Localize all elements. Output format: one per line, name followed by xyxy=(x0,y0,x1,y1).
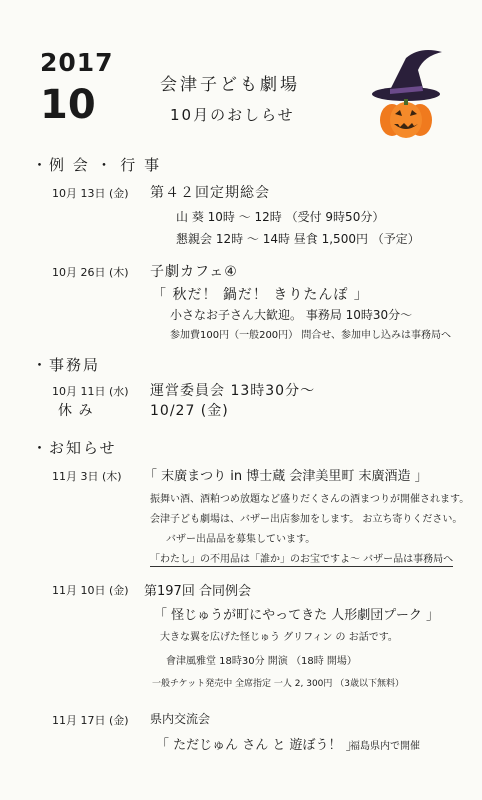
notice-detail: 振舞い酒、酒粕つめ放題など盛りだくさんの酒まつりが開催されます。 xyxy=(150,494,470,505)
holiday-label: 休 み xyxy=(58,403,94,419)
year: 2017 xyxy=(40,48,114,77)
halloween-illustration xyxy=(362,44,452,140)
notice-detail: 會津風雅堂 18時30分 開演 （18時 開場） xyxy=(166,656,357,667)
notice-title: 県内交流会 xyxy=(150,712,211,726)
notice-detail: 会津子ども劇場は、バザー出店参加をします。 お立ち寄りください。 xyxy=(150,514,463,525)
event-detail: 山 葵 10時 ～ 12時 （受付 9時50分） xyxy=(176,210,385,224)
notice-date: 11月 17日 (金) xyxy=(52,714,129,727)
page-title: 会津子ども劇場 xyxy=(160,75,300,95)
month: 10 xyxy=(40,82,96,128)
pumpkin-icon xyxy=(380,99,432,138)
witch-hat-icon xyxy=(372,50,442,101)
notice-date: 11月 3日 (木) xyxy=(52,470,122,483)
event-date: 10月 26日 (木) xyxy=(52,266,129,279)
holiday-date: 10/27 (金) xyxy=(150,403,229,419)
notice-detail: 福島県内で開催 xyxy=(350,741,420,752)
section-heading-notices: ・お知らせ xyxy=(32,439,117,457)
section-heading-events: ・例 会 ・ 行 事 xyxy=(32,156,162,174)
event-detail: 懇親会 12時 ～ 14時 昼食 1,500円 （予定） xyxy=(176,232,420,246)
notice-detail: バザー出品品を募集しています。 xyxy=(166,534,316,545)
event-detail: 小さなお子さん大歓迎。 事務局 10時30分～ xyxy=(170,308,413,322)
notice-detail: 一般チケット発売中 全席指定 一人 2, 300円 （3歳以下無料） xyxy=(152,679,404,689)
notice-date: 11月 10日 (金) xyxy=(52,584,129,597)
event-title: 第４２回定期総会 xyxy=(150,185,270,201)
event-date: 10月 13日 (金) xyxy=(52,187,129,200)
notice-detail: 大きな翼を広げた怪じゅう グリフィン の お話です。 xyxy=(160,632,398,643)
office-title: 運営委員会 13時30分～ xyxy=(150,383,316,399)
notice-detail: 「わたし」の不用品は「誰か」のお宝ですよ～ バザー品は事務局へ xyxy=(150,550,453,567)
page-subtitle: 10月のおしらせ xyxy=(170,106,295,124)
office-date: 10月 11日 (水) xyxy=(52,385,129,398)
notice-detail: 「 ただじゅん さん と 遊ぼう！ 」 xyxy=(156,738,359,753)
notice-title: 「 末廣まつり in 博士蔵 会津美里町 末廣酒造 」 xyxy=(144,469,428,484)
notice-title: 第197回 合同例会 xyxy=(144,584,251,599)
event-detail: 参加費100円（一般200円） 問合せ、参加申し込みは事務局へ xyxy=(170,330,452,341)
section-heading-office: ・事務局 xyxy=(32,356,101,374)
notice-detail: 「 怪じゅうが町にやってきた 人形劇団プーク 」 xyxy=(154,608,440,623)
event-title: 子劇カフェ④ xyxy=(150,264,238,280)
event-detail: 「 秋だ！ 鍋だ！ きりたんぽ 」 xyxy=(152,287,369,303)
